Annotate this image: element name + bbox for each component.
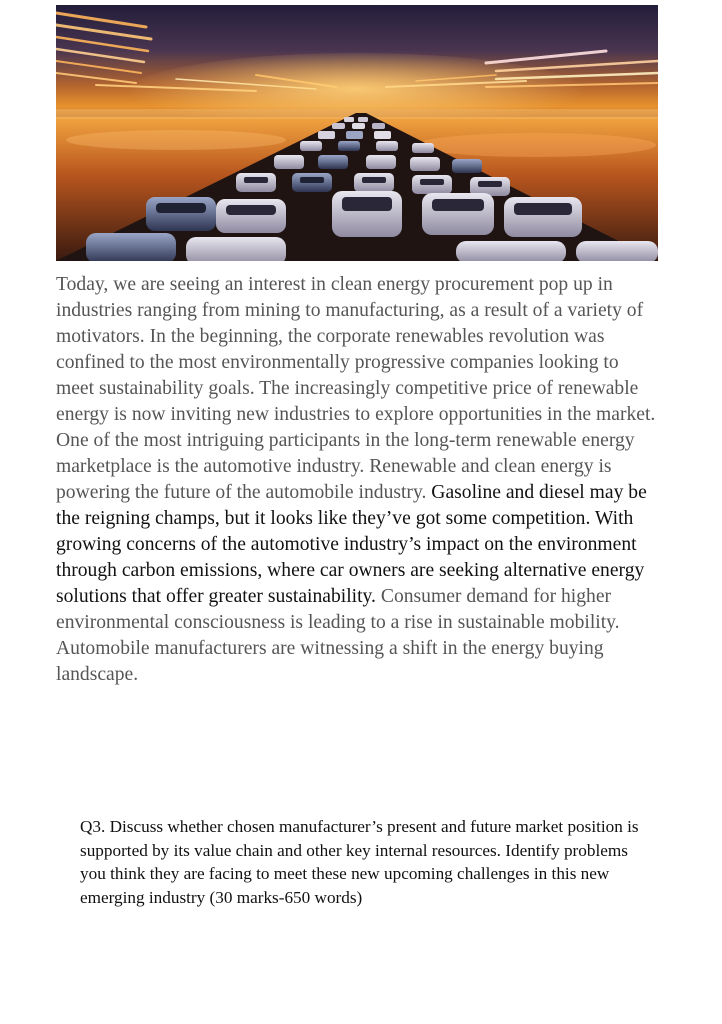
passage-closing: Consumer demand for higher environmental consciousness is leading to a rise in sustainable mobility. Automobile manufacturers are witnessing a shift in the energy buying landscape. [56, 586, 620, 685]
question-q3: Q3. Discuss whether chosen manufacturer’s present and future market position is supported by its value chain and other key internal resources. Identify problems you think they are facing to meet these new upcoming challenges in this new emerging industry (30 marks-650 words) [80, 817, 639, 907]
passage-emphasis: Gasoline and diesel may be the reigning champs, but it looks like they’ve got some competition. With growing concerns of the automotive industry’s impact on the environment through carbon emissions, where car owners are seeking alternative energy solutions that offer greater sustainability. [56, 482, 647, 607]
hero-image-cars-at-sunset [56, 5, 658, 261]
passage-lead: Today, we are seeing an interest in clean energy procurement pop up in industries ranging from mining to manufacturing, as a result of a variety of motivators. In the beginning, the corporate renewables revolution was confined to the most environmentally progressive companies looking to meet sustainability goals. The increasingly competitive price of renewable energy is now inviting new industries to explore opportunities in the market. One of the most intriguing participants in the long-term renewable energy marketplace is the automotive industry. Renewable and clean energy is powering the future of the automobile industry. [56, 274, 656, 503]
article-passage [56, 272, 656, 688]
cars-sunset-photo [56, 5, 658, 261]
